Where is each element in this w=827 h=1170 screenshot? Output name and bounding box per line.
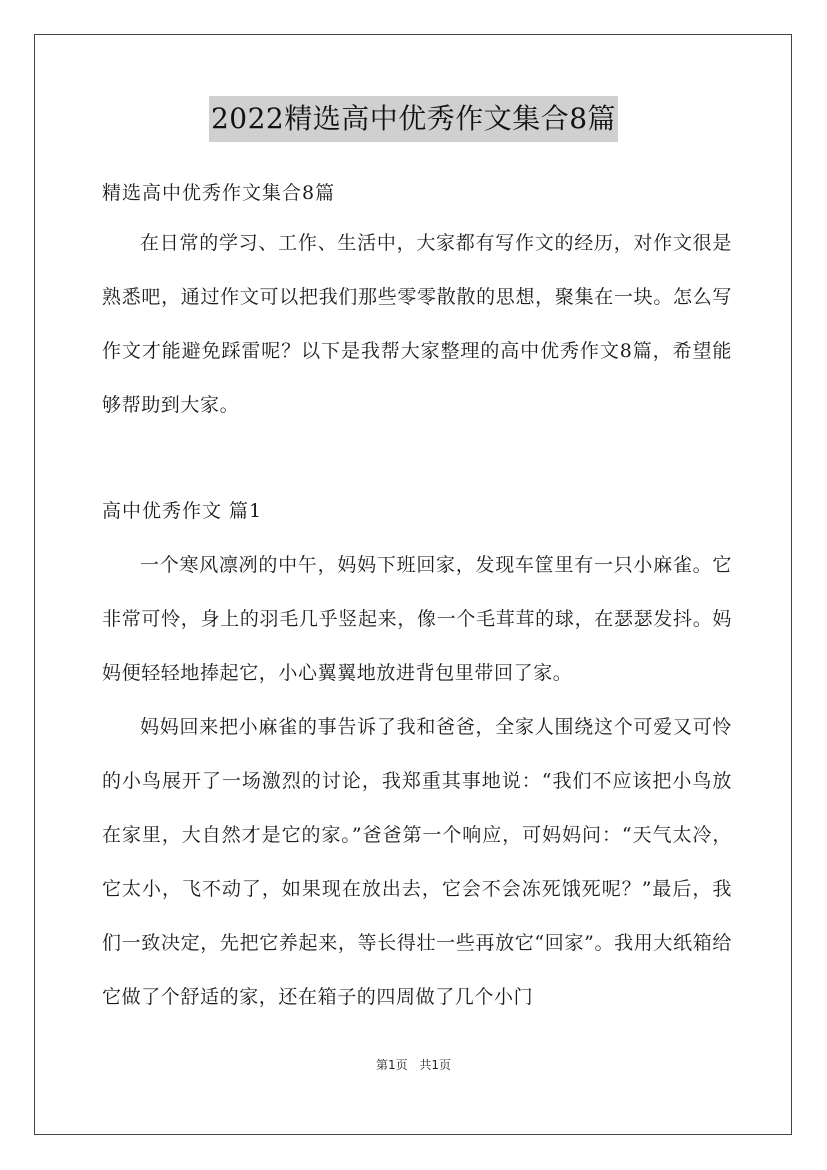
document-title: 2022精选高中优秀作文集合8篇 xyxy=(209,96,618,142)
section-paragraph-1: 一个寒风凛冽的中午，妈妈下班回家，发现车筐里有一只小麻雀。它非常可怜，身上的羽毛几乎竖起来，像一个毛茸茸的球，在瑟瑟发抖。妈妈便轻轻地捧起它，小心翼翼地放进背包里带回了家。 xyxy=(102,554,732,684)
intro-paragraph: 在日常的学习、工作、生活中，大家都有写作文的经历，对作文很是熟悉吧，通过作文可以把我们那些零零散散的思想，聚集在一块。怎么写作文才能避免踩雷呢？以下是我帮大家整理的高中优秀作文8篇，希望能够帮助到大家。 xyxy=(102,232,732,416)
page-number: 第1页 xyxy=(375,1058,408,1072)
document-body xyxy=(102,170,732,1024)
section-paragraph-2: 妈妈回来把小麻雀的事告诉了我和爸爸，全家人围绕这个可爱又可怜的小鸟展开了一场激烈的讨论，我郑重其事地说：“我们不应该把小鸟放在家里，大自然才是它的家。”爸爸第一个响应，可妈妈问：“天气太冷，它太小，飞不动了，如果现在放出去，它会不会冻死饿死呢？”最后，我们一致决定，先把它养起来，等长得壮一些再放它“回家”。我用大纸箱给它做了个舒适的家，还在箱子的四周做了几个小门 xyxy=(102,716,732,1008)
section-spacer xyxy=(102,432,732,488)
section-heading: 高中优秀作文 篇1 xyxy=(102,500,263,522)
page-total: 共1页 xyxy=(419,1058,452,1072)
page-footer xyxy=(0,1056,827,1073)
document-subtitle: 精选高中优秀作文集合8篇 xyxy=(102,182,336,204)
title-wrap xyxy=(0,96,827,142)
